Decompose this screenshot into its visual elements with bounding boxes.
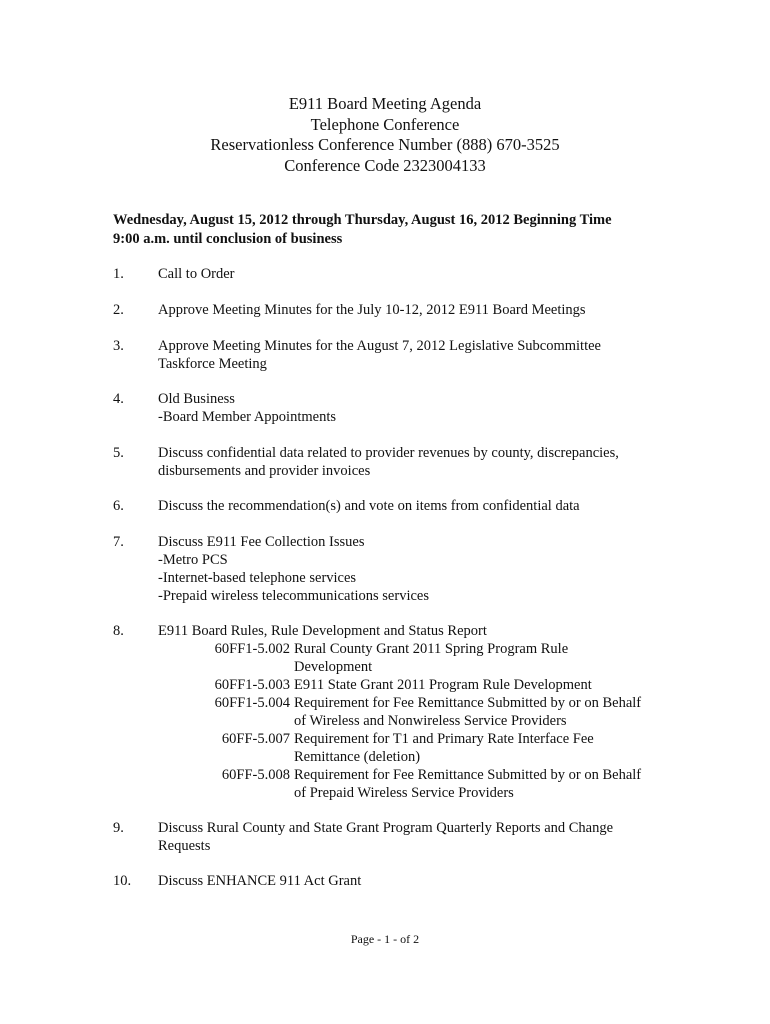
item-text: E911 Board Rules, Rule Development and Status Report <box>158 623 487 639</box>
item-text: Taskforce Meeting <box>158 356 267 372</box>
item-subitem: -Prepaid wireless telecommunications services <box>158 588 429 604</box>
item-number: 5. <box>113 445 124 461</box>
item-text: Requests <box>158 838 211 854</box>
item-text: Discuss ENHANCE 911 Act Grant <box>158 873 362 889</box>
conference-number: Reservationless Conference Number (888) 670-3525 <box>210 135 560 154</box>
rule-description: Requirement for T1 and Primary Rate Interface Fee <box>294 731 594 747</box>
item-number: 4. <box>113 391 124 407</box>
item-text: Call to Order <box>158 266 235 282</box>
rule-code: 60FF1-5.004 <box>214 695 290 711</box>
item-text: disbursements and provider invoices <box>158 463 371 479</box>
rule-code: 60FF1-5.002 <box>214 641 290 657</box>
item-subitem: -Internet-based telephone services <box>158 570 357 586</box>
rule-description: Requirement for Fee Remittance Submitted by or on Behalf <box>294 695 642 711</box>
meeting-date-heading <box>113 211 673 249</box>
item-subitem: -Board Member Appointments <box>158 409 337 425</box>
date-line-1: Wednesday, August 15, 2012 through Thursday, August 16, 2012 Beginning Time <box>113 212 612 228</box>
item-number: 9. <box>113 820 124 836</box>
agenda-title: E911 Board Meeting Agenda <box>288 94 482 113</box>
item-text: Discuss the recommendation(s) and vote on items from confidential data <box>158 498 580 514</box>
item-number: 3. <box>113 338 124 354</box>
page-footer: Page - 1 - of 2 <box>350 932 420 946</box>
item-number: 8. <box>113 623 124 639</box>
agenda-header <box>0 94 770 176</box>
item-text: Discuss confidential data related to provider revenues by county, discrepancies, <box>158 445 619 461</box>
item-subitem: -Metro PCS <box>158 552 228 568</box>
item-text: Approve Meeting Minutes for the July 10-12, 2012 E911 Board Meetings <box>158 302 586 318</box>
rule-description: of Prepaid Wireless Service Providers <box>294 785 514 801</box>
rule-code: 60FF-5.007 <box>221 731 290 747</box>
item-number: 1. <box>113 266 124 282</box>
rule-description: Remittance (deletion) <box>294 749 421 765</box>
rule-description: of Wireless and Nonwireless Service Providers <box>294 713 567 729</box>
rule-description: Rural County Grant 2011 Spring Program Rule <box>294 641 569 657</box>
item-number: 7. <box>113 534 124 550</box>
rule-entry <box>158 730 678 766</box>
rule-code: 60FF-5.008 <box>221 767 290 783</box>
item-number: 2. <box>113 302 124 318</box>
rule-description: Development <box>294 659 373 675</box>
rule-description: Requirement for Fee Remittance Submitted by or on Behalf <box>294 767 642 783</box>
rule-entry <box>158 640 678 676</box>
item-number: 10. <box>113 873 132 889</box>
rule-entry <box>158 694 678 730</box>
item-text: Old Business <box>158 391 235 407</box>
rule-code: 60FF1-5.003 <box>214 677 290 693</box>
conference-type: Telephone Conference <box>310 114 460 134</box>
item-text: Discuss E911 Fee Collection Issues <box>158 534 365 550</box>
rule-entry <box>158 766 678 802</box>
conference-code: Conference Code 2323004133 <box>284 155 486 175</box>
date-line-2: 9:00 a.m. until conclusion of business <box>113 231 343 247</box>
item-text: Approve Meeting Minutes for the August 7, 2012 Legislative Subcommittee <box>158 338 601 354</box>
item-text: Discuss Rural County and State Grant Program Quarterly Reports and Change <box>158 820 614 836</box>
rule-entry <box>158 676 678 694</box>
rule-description: E911 State Grant 2011 Program Rule Development <box>294 677 592 693</box>
item-number: 6. <box>113 498 124 514</box>
